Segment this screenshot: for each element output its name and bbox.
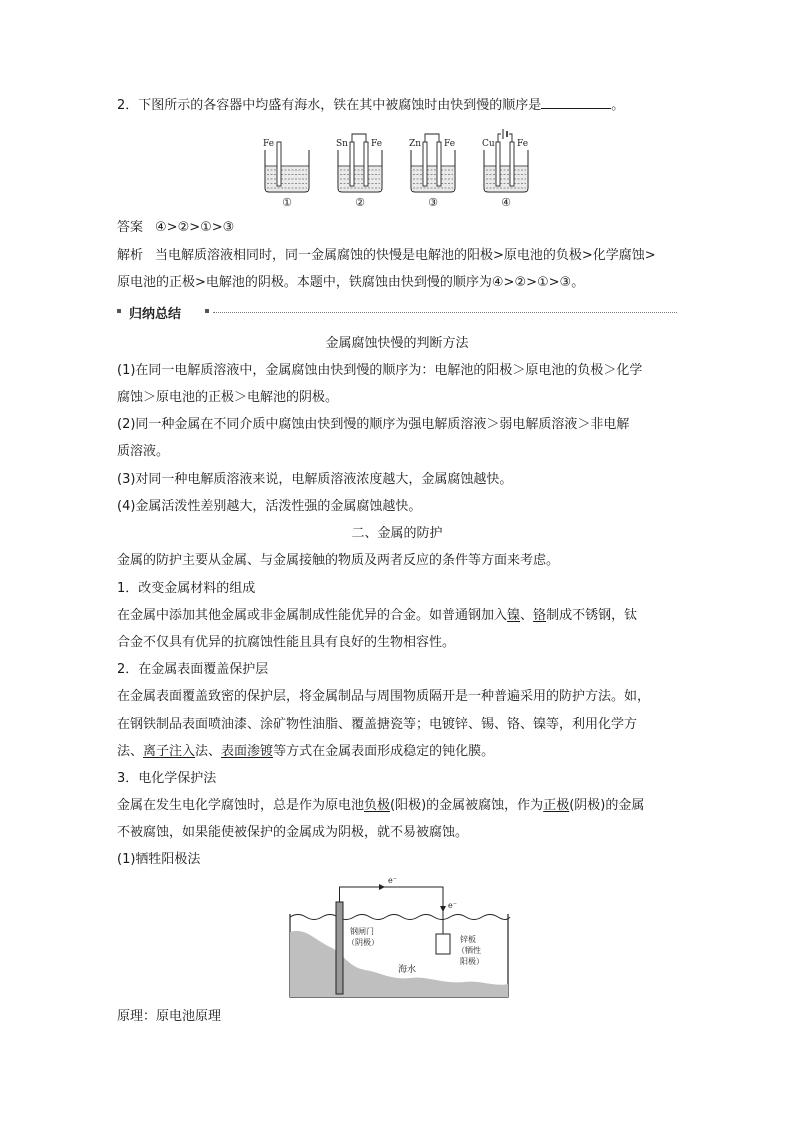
underlined-term: 铬 — [533, 608, 547, 623]
summary-item-4: (4)金属活泼性差别越大，活泼性强的金属腐蚀越快。 — [117, 499, 422, 514]
electrode-label: Fe — [263, 139, 275, 149]
answer-label: 答案 — [117, 220, 144, 235]
zinc-label: 阳极） — [460, 957, 484, 966]
beaker-4 — [482, 129, 528, 209]
underlined-term: 负极 — [364, 798, 391, 813]
question-number: 2． — [117, 98, 139, 113]
beaker-number: ④ — [501, 196, 511, 209]
electrode-label: Zn — [409, 139, 422, 149]
water-surface — [290, 915, 510, 920]
underlined-term: 镍 — [507, 608, 521, 623]
water-label: 海水 — [398, 965, 417, 975]
principle-line: 原理：原电池原理 — [117, 1009, 222, 1024]
answer-line — [117, 219, 234, 237]
para-3-line-1: 金属在发生电化学腐蚀时，总是作为原电池负极(阳极)的金属被腐蚀，作为正极(阴极)的金属 — [117, 798, 645, 813]
summary-item-3: (3)对同一种电解质溶液来说，电解质溶液浓度越大，金属腐蚀越快。 — [117, 472, 513, 487]
zinc-plate — [436, 934, 450, 954]
summary-divider — [213, 312, 677, 313]
answer-text: ④>②>①>③ — [155, 220, 235, 235]
beaker-number: ② — [355, 196, 365, 209]
sacrificial-anode-figure — [280, 872, 520, 1002]
beaker-figure — [255, 128, 535, 210]
summary-header — [117, 302, 677, 322]
underlined-term: 离子注入 — [143, 744, 196, 759]
electrode-label: Fe — [371, 139, 383, 149]
question-text: 下图所示的各容器中均盛有海水，铁在其中被腐蚀时由快到慢的顺序是 — [138, 98, 542, 113]
underlined-term: 表面渗镀 — [221, 744, 274, 759]
analysis-label: 解析 — [117, 248, 144, 263]
para-2-line-3: 法、离子注入法、表面渗镀等方式在金属表面形成稳定的钝化膜。 — [117, 744, 495, 759]
para-1-line-2: 合金不仅具有优异的抗腐蚀性能且具有良好的生物相容性。 — [117, 635, 456, 650]
electrode-label: Cu — [482, 139, 495, 149]
beaker-3 — [409, 134, 455, 209]
section-intro: 金属的防护主要从金属、与金属接触的物质及两者反应的条件等方面来考虑。 — [117, 553, 560, 568]
section-title: 二、金属的防护 — [351, 526, 443, 541]
sub-heading-1: (1)牺牲阳极法 — [117, 852, 201, 867]
heading-1: 1．改变金属材料的组成 — [117, 581, 256, 596]
electrode-label: Sn — [336, 139, 348, 149]
summary-item-2b: 质溶液。 — [117, 444, 170, 459]
answer-blank[interactable] — [541, 95, 611, 109]
heading-3: 3．电化学保护法 — [117, 771, 217, 786]
electron-arrow-icon — [440, 906, 446, 912]
beaker-number: ③ — [428, 196, 438, 209]
question-2: 2．下图所示的各容器中均盛有海水，铁在其中被腐蚀时由快到慢的顺序是 。 — [117, 95, 624, 115]
gate-label: 钢闸门 — [350, 927, 374, 936]
beaker-2 — [336, 134, 382, 209]
beaker-number: ① — [282, 196, 292, 209]
para-1-line-1: 在金属中添加其他金属或非金属制成性能优异的合金。如普通钢加入镍、铬制成不锈钢，钛 — [117, 608, 638, 623]
analysis-line-2: 原电池的正极>电解池的阴极。本题中，铁腐蚀由快到慢的顺序为④>②>①>③。 — [117, 275, 585, 290]
underlined-term: 正极 — [543, 798, 570, 813]
summary-item-1b: 腐蚀＞原电池的正极＞电解池的阴极。 — [117, 390, 339, 405]
steel-gate — [336, 902, 343, 994]
para-2-line-2: 在钢铁制品表面喷油漆、涂矿物性油脂、覆盖搪瓷等；电镀锌、锡、铬、镍等，利用化学方 — [117, 717, 638, 732]
electrode-label: Fe — [444, 139, 456, 149]
para-3-line-2: 不被腐蚀，如果能使被保护的金属成为阴极，就不易被腐蚀。 — [117, 825, 469, 840]
electron-label: e⁻ — [388, 876, 397, 885]
analysis-line-1: 解析 当电解质溶液相同时，同一金属腐蚀的快慢是电解池的阳极>原电池的负极>化学腐蚀> — [117, 248, 656, 263]
summary-label: 归纳总结 — [129, 307, 182, 322]
gate-label: （阴极） — [347, 938, 379, 947]
summary-item-1a: (1)在同一电解质溶液中，金属腐蚀由快到慢的顺序为：电解池的阳极＞原电池的负极＞化学 — [117, 363, 643, 378]
zinc-label: （牺性 — [457, 946, 481, 955]
electrode-label: Fe — [517, 139, 529, 149]
beaker-1 — [263, 139, 309, 209]
para-2-line-1: 在金属表面覆盖致密的保护层，将金属制品与周围物质隔开是一种普遍采用的防护方法。如， — [117, 689, 651, 704]
heading-2: 2．在金属表面覆盖保护层 — [117, 662, 269, 677]
summary-title: 金属腐蚀快慢的判断方法 — [325, 336, 469, 351]
zinc-label: 锌板 — [460, 935, 476, 944]
electron-label: e⁻ — [448, 901, 457, 910]
summary-item-2a: (2)同一种金属在不同介质中腐蚀由快到慢的顺序为强电解质溶液＞弱电解质溶液＞非电解 — [117, 417, 630, 432]
electron-arrow-icon — [379, 884, 385, 890]
